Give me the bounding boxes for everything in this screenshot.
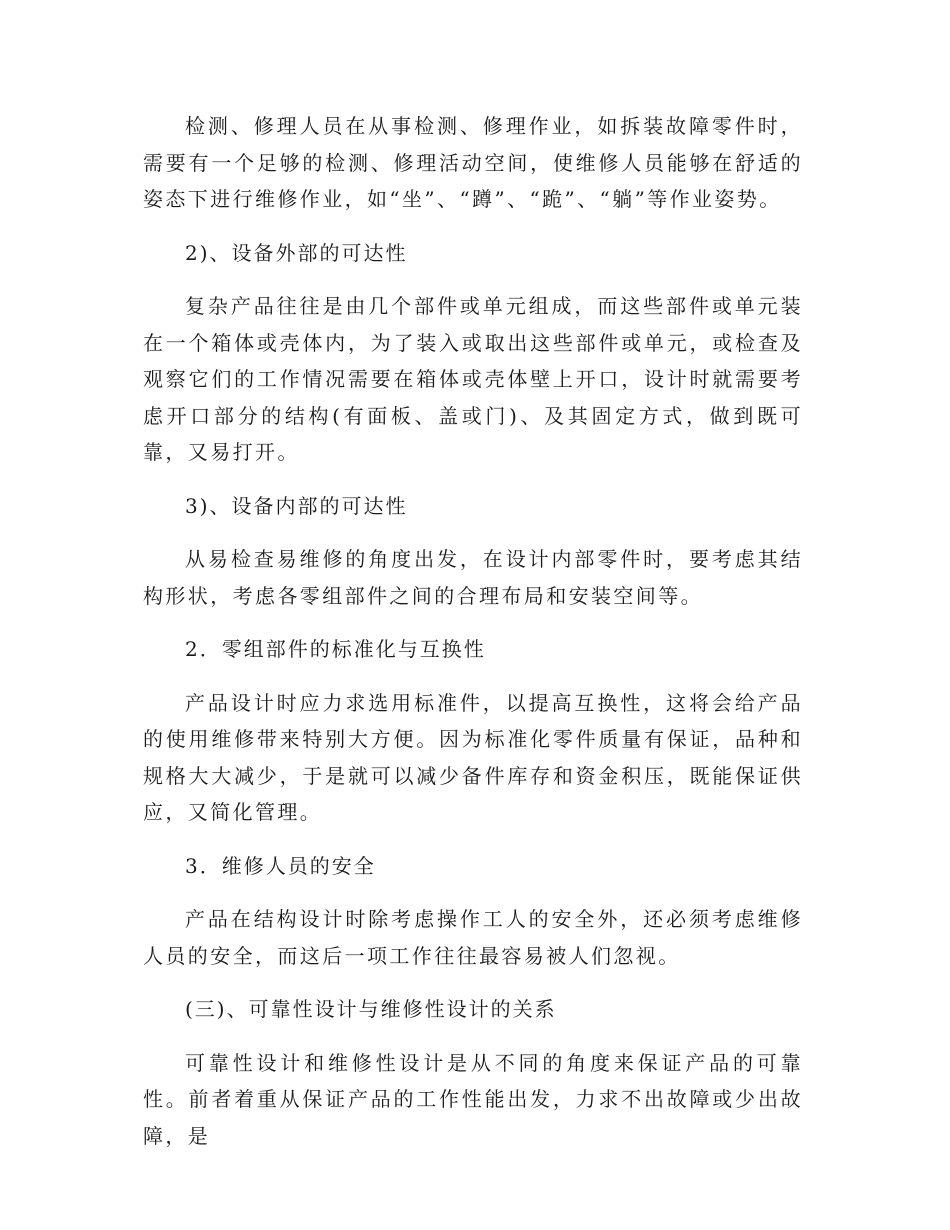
paragraph-standardization: 产品设计时应力求选用标准件，以提高互换性，这将会给产品的使用维修带来特别大方便。因为标准化零件质量有保证，品种和规格大大减少，于是就可以减少备件库存和资金积压，既能保证供应，又简化管理。 (143, 690, 803, 824)
paragraph-maintenance-safety: 产品在结构设计时除考虑操作工人的安全外，还必须考虑维修人员的安全，而这后一项工作往往最容易被人们忽视。 (143, 907, 803, 968)
heading-maintenance-safety: 3．维修人员的安全 (185, 853, 376, 878)
document-body (143, 108, 803, 1154)
paragraph-internal-accessibility: 从易检查易维修的角度出发，在设计内部零件时，要考虑其结构形状，考虑各零组部件之间的合理布局和安装空间等。 (143, 547, 803, 608)
heading-internal-accessibility: 3)、设备内部的可达性 (185, 493, 408, 518)
paragraph-access-space: 检测、修理人员在从事检测、修理作业，如拆装故障零件时，需要有一个足够的检测、修理活动空间，使维修人员能够在舒适的姿态下进行维修作业，如“坐”、“蹲”、“跪”、“躺”等作业姿势。 (143, 114, 803, 211)
heading-reliability-maintainability: (三)、可靠性设计与维修性设计的关系 (185, 997, 557, 1021)
paragraph-reliability-maintainability: 可靠性设计和维修性设计是从不同的角度来保证产品的可靠性。前者着重从保证产品的工作性能出发，力求不出故障或少出故障，是 (143, 1050, 803, 1148)
paragraph-external-accessibility: 复杂产品往往是由几个部件或单元组成，而这些部件或单元装在一个箱体或壳体内，为了装入或取出这些部件或单元，或检查及观察它们的工作情况需要在箱体或壳体壁上开口，设计时就需要考虑开口部分的结构(有面板、盖或门)、及其固定方式，做到既可靠，又易打开。 (143, 294, 803, 464)
heading-external-accessibility: 2)、设备外部的可达性 (185, 240, 408, 265)
heading-standardization: 2．零组部件的标准化与互换性 (185, 637, 486, 661)
